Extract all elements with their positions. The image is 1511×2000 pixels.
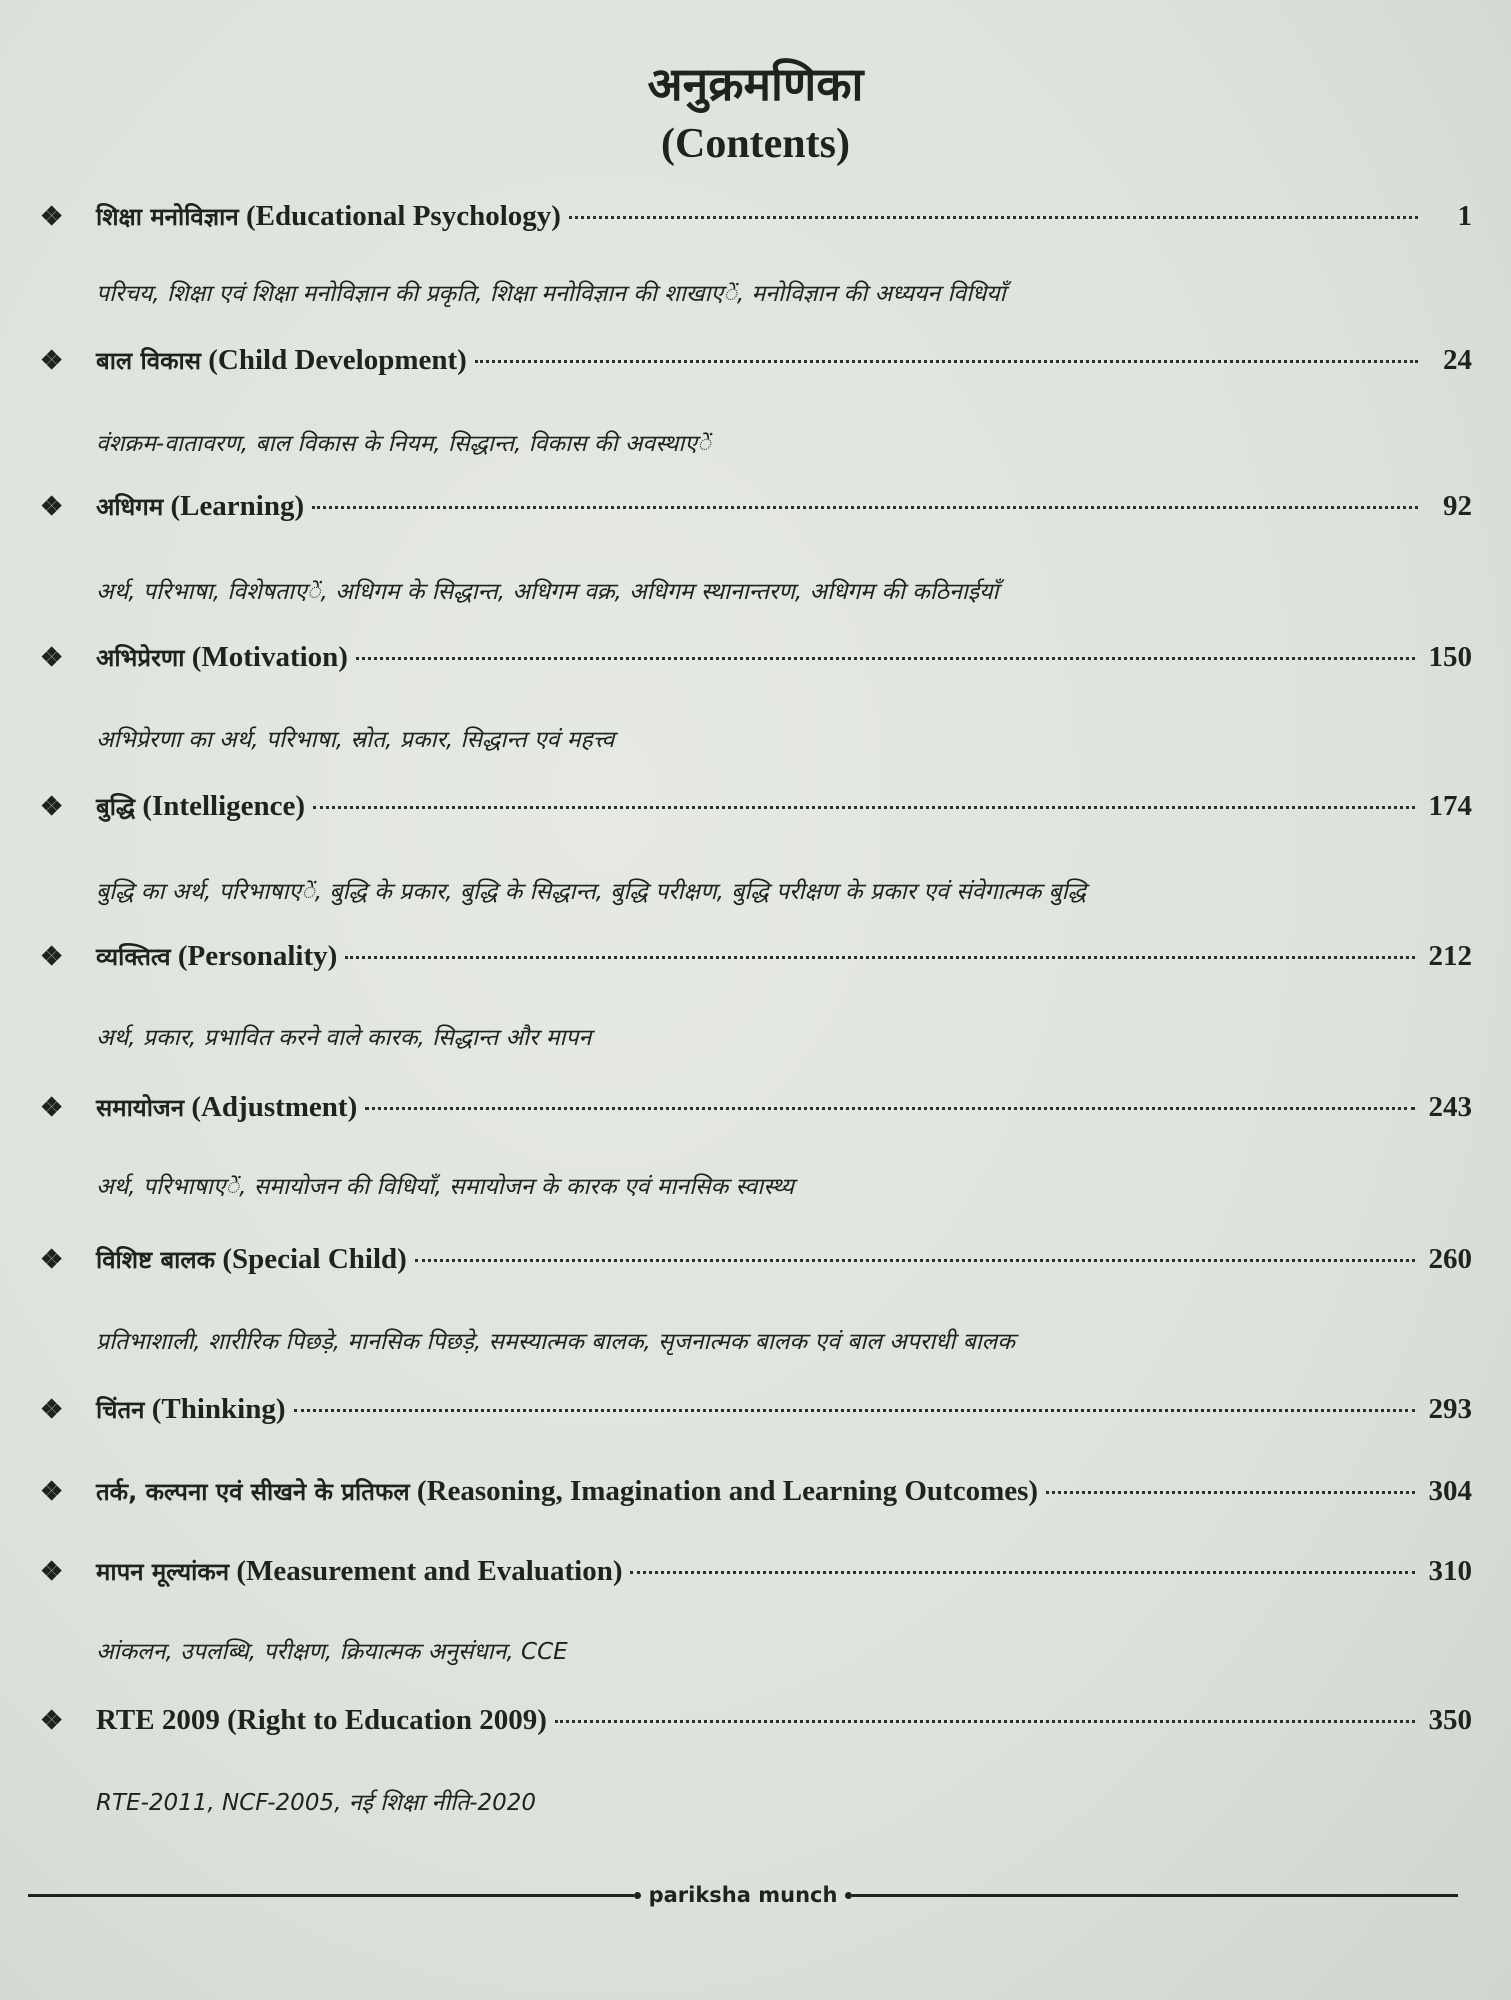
- entry-topics: अभिप्रेरणा का अर्थ, परिभाषा, स्रोत, प्रकार, सिद्धान्त एवं महत्त्व: [96, 727, 615, 753]
- entry-title-hindi: चिंतन: [96, 1396, 145, 1424]
- entry-topics: RTE-2011, NCF-2005, नई शिक्षा नीति-2020: [96, 1790, 537, 1816]
- toc-entry: [40, 1243, 1472, 1283]
- entry-topics: वंशक्रम-वातावरण, बाल विकास के नियम, सिद्धान्त, विकास की अवस्थाएें: [96, 431, 711, 457]
- entry-page-number: 304: [1428, 1475, 1472, 1507]
- footer-rule-right: [852, 1894, 1458, 1897]
- diamond-bullet-icon: ❖: [40, 492, 64, 521]
- dot-leader: [356, 657, 1415, 660]
- toc-entry: [40, 490, 1472, 530]
- dot-leader: [475, 360, 1418, 363]
- entry-page-number: 174: [1428, 790, 1472, 822]
- entry-title: [96, 790, 305, 823]
- entry-page-number: 350: [1428, 1704, 1472, 1736]
- entry-title-hindi: शिक्षा मनोविज्ञान: [96, 203, 239, 231]
- entry-topics: अर्थ, परिभाषाएें, समायोजन की विधियाँ, समायोजन के कारक एवं मानसिक स्वास्थ्य: [96, 1174, 794, 1200]
- entry-title-english: RTE 2009 (Right to Education 2009): [96, 1704, 547, 1736]
- entry-title-english: (Motivation): [191, 641, 348, 673]
- entry-title-hindi: तर्क, कल्पना एवं सीखने के प्रतिफल: [96, 1478, 410, 1506]
- page-title-hindi: अनुक्रमणिका: [647, 57, 864, 111]
- toc-entry: [40, 344, 1472, 384]
- diamond-bullet-icon: ❖: [40, 202, 64, 231]
- dot-leader: [415, 1259, 1415, 1262]
- entry-topics: परिचय, शिक्षा एवं शिक्षा मनोविज्ञान की प्रकृति, शिक्षा मनोविज्ञान की शाखाएें, मनोविज्ञान की अध्ययन विधियाँ: [96, 281, 1006, 307]
- toc-entry: [40, 1091, 1472, 1131]
- entry-title: [96, 200, 561, 233]
- entry-topics: बुद्धि का अर्थ, परिभाषाएें, बुद्धि के प्रकार, बुद्धि के सिद्धान्त, बुद्धि परीक्षण, बुद्धि परीक्षण के प्रकार एवं संवेगात्मक बुद्धि: [96, 879, 1087, 905]
- entry-title: [96, 1243, 407, 1276]
- dot-leader: [569, 216, 1418, 219]
- diamond-bullet-icon: ❖: [40, 942, 64, 971]
- entry-page-number: 310: [1428, 1555, 1472, 1587]
- toc-entry: [40, 1475, 1472, 1515]
- diamond-bullet-icon: ❖: [40, 1093, 64, 1122]
- entry-title-english: (Adjustment): [191, 1091, 358, 1123]
- entry-title-english: (Reasoning, Imagination and Learning Outcomes): [416, 1475, 1039, 1507]
- entry-title-english: (Child Development): [208, 344, 467, 376]
- toc-entry: [40, 940, 1472, 980]
- diamond-bullet-icon: ❖: [40, 1395, 64, 1424]
- entry-title-english: (Intelligence): [142, 790, 306, 822]
- entry-title: [96, 490, 304, 523]
- toc-entry: [40, 1393, 1472, 1433]
- diamond-bullet-icon: ❖: [40, 346, 64, 375]
- entry-title-hindi: विशिष्ट बालक: [96, 1246, 216, 1274]
- diamond-bullet-icon: ❖: [40, 792, 64, 821]
- entry-page-number: 212: [1428, 940, 1472, 972]
- dot-leader: [1046, 1491, 1414, 1494]
- entry-title-english: (Thinking): [151, 1393, 286, 1425]
- entry-title-hindi: व्यक्तित्व: [96, 943, 171, 971]
- entry-title-hindi: अधिगम: [96, 493, 164, 521]
- entry-title: [96, 1704, 547, 1737]
- footer-rule-left: [28, 1894, 634, 1897]
- entry-title-hindi: बाल विकास: [96, 347, 201, 375]
- footer-dot-right: [845, 1892, 852, 1899]
- toc-entry: [40, 200, 1472, 240]
- toc-entry: [40, 641, 1472, 681]
- entry-title-hindi: मापन मूल्यांकन: [96, 1558, 230, 1586]
- entry-page-number: 92: [1443, 490, 1472, 522]
- entry-page-number: 293: [1428, 1393, 1472, 1425]
- dot-leader: [313, 806, 1414, 809]
- entry-title-hindi: समायोजन: [96, 1094, 185, 1122]
- entry-title: [96, 1091, 357, 1124]
- entry-title: [96, 344, 467, 377]
- entry-title: [96, 641, 348, 674]
- entry-title-english: (Special Child): [222, 1243, 407, 1275]
- entry-title-english: (Educational Psychology): [245, 200, 561, 232]
- dot-leader: [555, 1720, 1415, 1723]
- dot-leader: [294, 1409, 1415, 1412]
- entry-title-english: (Measurement and Evaluation): [236, 1555, 623, 1587]
- entry-title-hindi: बुद्धि: [96, 793, 136, 821]
- entry-title-english: (Learning): [170, 490, 305, 522]
- page-title-english: (Contents): [661, 121, 850, 167]
- diamond-bullet-icon: ❖: [40, 1245, 64, 1274]
- dot-leader: [365, 1107, 1414, 1110]
- footer-brand: pariksha munch: [648, 1883, 838, 1907]
- entry-title: [96, 940, 337, 973]
- entry-page-number: 150: [1428, 641, 1472, 673]
- entry-topics: अर्थ, परिभाषा, विशेषताएें, अधिगम के सिद्धान्त, अधिगम वक्र, अधिगम स्थानान्तरण, अधिगम की कठिनाईयाँ: [96, 579, 999, 605]
- dot-leader: [312, 506, 1418, 509]
- diamond-bullet-icon: ❖: [40, 1706, 64, 1735]
- dot-leader: [345, 956, 1414, 959]
- footer-dot-left: [634, 1892, 641, 1899]
- entry-title: [96, 1555, 622, 1588]
- entry-topics: आंकलन, उपलब्धि, परीक्षण, क्रियात्मक अनुसंधान, CCE: [96, 1639, 568, 1665]
- toc-entry: [40, 1704, 1472, 1744]
- entry-title-english: (Personality): [177, 940, 338, 972]
- entry-page-number: 1: [1457, 200, 1472, 232]
- entry-title: [96, 1475, 1038, 1508]
- entry-page-number: 24: [1443, 344, 1472, 376]
- entry-topics: प्रतिभाशाली, शारीरिक पिछड़े, मानसिक पिछड़े, समस्यात्मक बालक, सृजनात्मक बालक एवं बाल अपराधी बालक: [96, 1329, 1015, 1355]
- diamond-bullet-icon: ❖: [40, 643, 64, 672]
- entry-title: [96, 1393, 286, 1426]
- diamond-bullet-icon: ❖: [40, 1477, 64, 1506]
- entry-page-number: 260: [1428, 1243, 1472, 1275]
- diamond-bullet-icon: ❖: [40, 1557, 64, 1586]
- footer: [28, 1880, 1458, 1910]
- toc-entry: [40, 1555, 1472, 1595]
- entry-title-hindi: अभिप्रेरणा: [96, 644, 185, 672]
- entry-topics: अर्थ, प्रकार, प्रभावित करने वाले कारक, सिद्धान्त और मापन: [96, 1025, 592, 1051]
- entry-page-number: 243: [1428, 1091, 1472, 1123]
- dot-leader: [630, 1571, 1414, 1574]
- toc-entry: [40, 790, 1472, 830]
